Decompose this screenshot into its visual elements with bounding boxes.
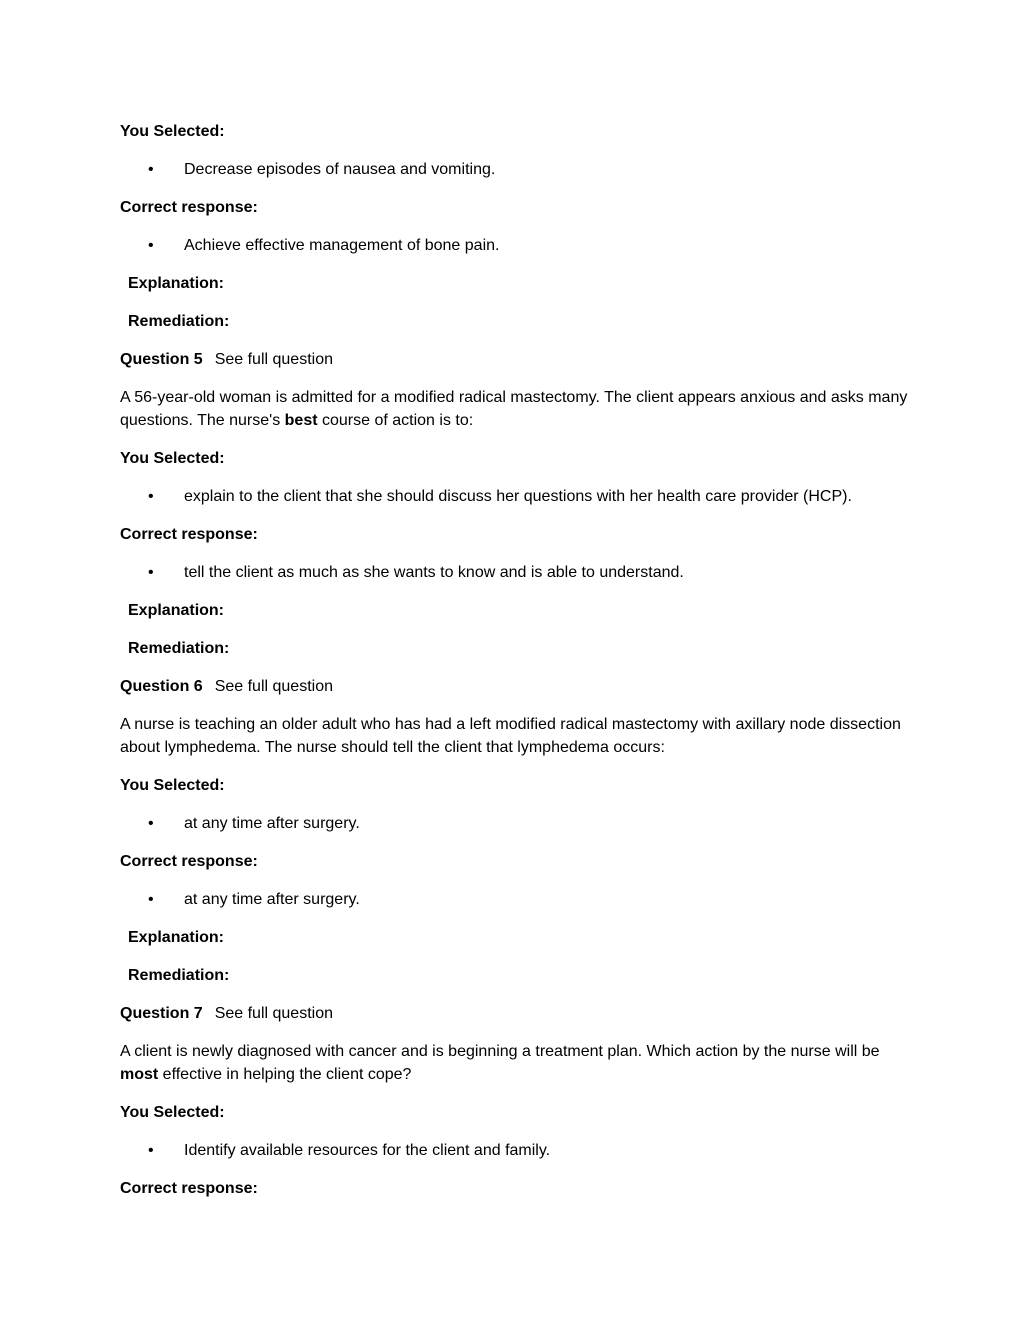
question-header [120,348,910,371]
you-selected-label: You Selected: [120,123,225,140]
you-selected-label: You Selected: [120,450,225,467]
correct-answer [120,888,910,911]
selected-answer [120,158,910,181]
bullet-icon: • [148,1142,154,1159]
see-full-question-link[interactable]: See full question [214,678,333,695]
question-text: A client is newly diagnosed with cancer and is beginning a treatment plan. Which action by the nurse will be most effective in helping the client cope? [120,1043,880,1083]
remediation-label: Remediation: [128,313,230,330]
selected-answer [120,485,910,508]
bullet-icon: • [148,891,154,908]
bullet-icon: • [148,161,154,178]
question-header [120,1002,910,1025]
question-number: Question 6 [120,678,203,695]
correct-response-label: Correct response: [120,853,258,870]
bullet-icon: • [148,488,154,505]
bullet-icon: • [148,237,154,254]
explanation-label: Explanation: [128,929,225,946]
remediation-label: Remediation: [128,967,230,984]
you-selected-label: You Selected: [120,1104,225,1121]
correct-response-label: Correct response: [120,1180,258,1197]
correct-answer-text: tell the client as much as she wants to know and is able to understand. [184,564,684,581]
selected-answer [120,1139,910,1162]
explanation-label: Explanation: [128,275,225,292]
remediation-label: Remediation: [128,640,230,657]
question-header [120,675,910,698]
see-full-question-link[interactable]: See full question [214,351,333,368]
question-text: A nurse is teaching an older adult who has had a left modified radical mastectomy with axillary node dissection about lymphedema. The nurse should tell the client that lymphedema occurs: [120,716,901,756]
document-page [120,120,910,1215]
selected-answer-text: at any time after surgery. [184,815,360,832]
explanation-label: Explanation: [128,602,225,619]
correct-answer-text: at any time after surgery. [184,891,360,908]
correct-answer-text: Achieve effective management of bone pain. [184,237,500,254]
correct-response-label: Correct response: [120,526,258,543]
question-text: A 56-year-old woman is admitted for a modified radical mastectomy. The client appears anxious and asks many questions. The nurse's best course of action is to: [120,389,908,429]
question-number: Question 7 [120,1005,203,1022]
you-selected-label: You Selected: [120,777,225,794]
bullet-icon: • [148,564,154,581]
emphasis-text: best [284,412,318,429]
bullet-icon: • [148,815,154,832]
selected-answer [120,812,910,835]
emphasis-text: most [120,1066,159,1083]
question-number: Question 5 [120,351,203,368]
correct-answer [120,234,910,257]
see-full-question-link[interactable]: See full question [214,1005,333,1022]
correct-answer [120,561,910,584]
correct-response-label: Correct response: [120,199,258,216]
selected-answer-text: Identify available resources for the client and family. [184,1142,551,1159]
selected-answer-text: explain to the client that she should discuss her questions with her health care provider (HCP). [184,488,852,505]
selected-answer-text: Decrease episodes of nausea and vomiting. [184,161,496,178]
